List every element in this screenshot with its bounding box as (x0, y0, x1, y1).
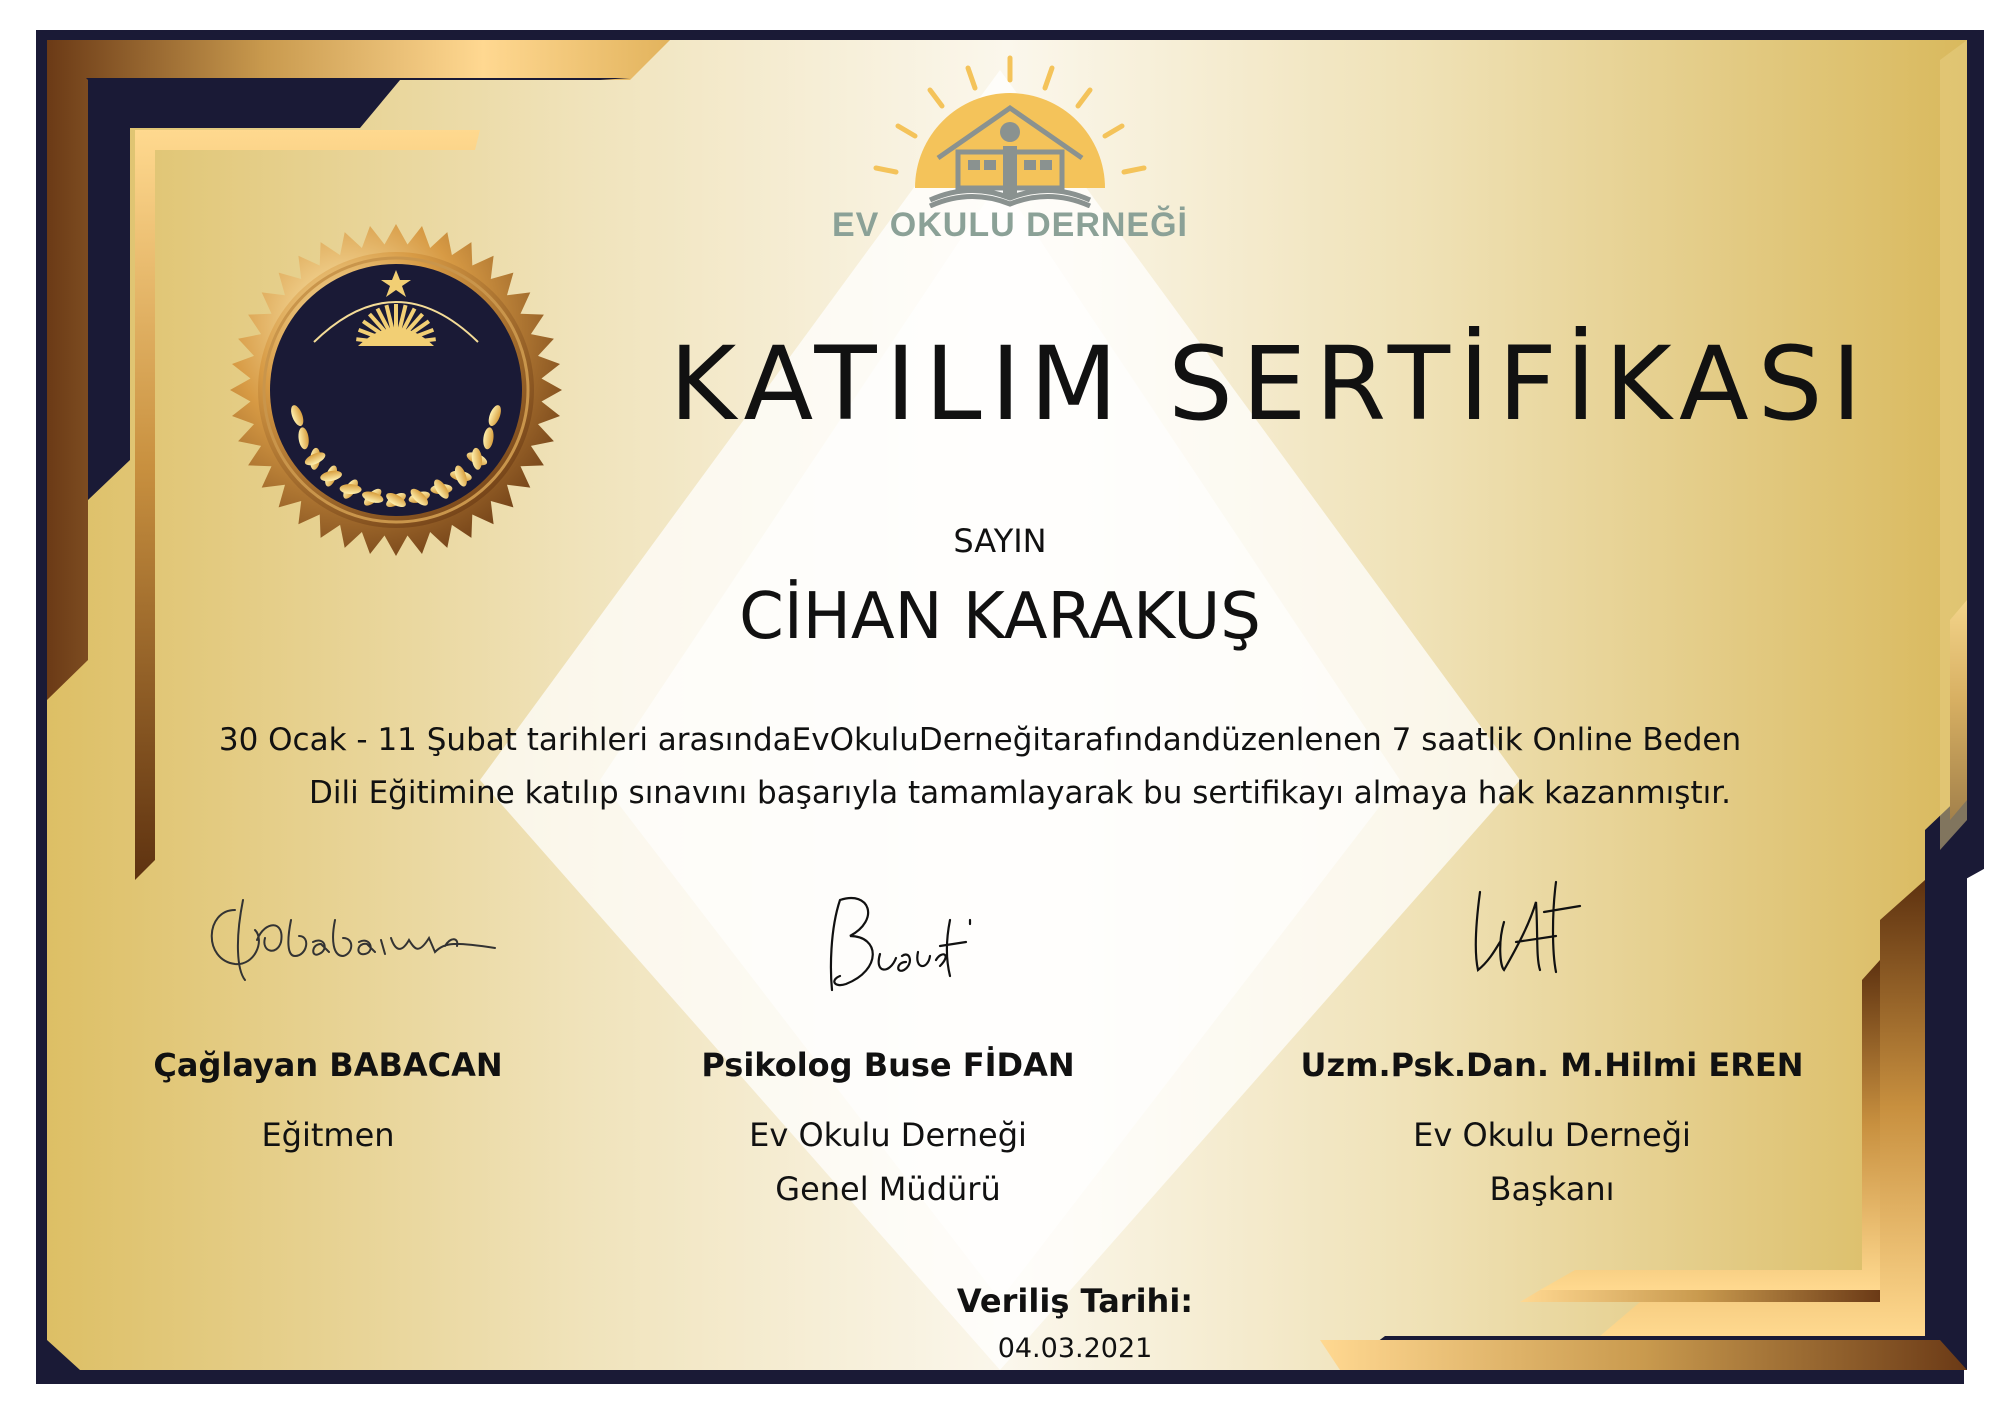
signatory-2-name: Psikolog Buse FİDAN (701, 1046, 1075, 1084)
award-seal-icon (228, 222, 564, 558)
signatory-3-name: Uzm.Psk.Dan. M.Hilmi EREN (1300, 1046, 1804, 1084)
signatory-1-role-line1: Eğitmen (261, 1116, 395, 1154)
issue-date-label: Veriliş Tarihi: (956, 1282, 1194, 1320)
signatory-2-role-line1: Ev Okulu Derneği (749, 1116, 1027, 1154)
signature-eren (1460, 862, 1640, 982)
signature-fidan (810, 880, 990, 1000)
ev-okulu-logo-icon (860, 48, 1160, 208)
certificate-body (100, 714, 1860, 820)
logo-text: EV OKULU DERNEĞİ (831, 206, 1189, 244)
signature-babacan (195, 880, 515, 990)
signatory-3-role-line2: Başkanı (1489, 1170, 1615, 1208)
body-line-1: 30 Ocak - 11 Şubat tarihleri arasındaEvOkuluDerneğitarafındandüzenlenen 7 saatlik Online Beden (218, 722, 1742, 758)
salutation: SAYIN (953, 522, 1047, 560)
signatory-2-role (538, 1108, 1238, 1216)
signatory-2-role-line2: Genel Müdürü (775, 1170, 1001, 1208)
signatory-3-role-line1: Ev Okulu Derneği (1413, 1116, 1691, 1154)
signatory-1-name: Çağlayan BABACAN (153, 1046, 503, 1084)
certificate-title: KATILIM SERTİFİKASI (669, 325, 1871, 444)
recipient-name: CİHAN KARAKUŞ (739, 580, 1261, 654)
body-line-2: Dili Eğitimine katılıp sınavını başarıyla tamamlayarak bu sertifikayı almaya hak kazanmıştır. (309, 775, 1731, 811)
signatory-3-role (1202, 1108, 1902, 1216)
issue-date-value: 04.03.2021 (997, 1333, 1153, 1364)
